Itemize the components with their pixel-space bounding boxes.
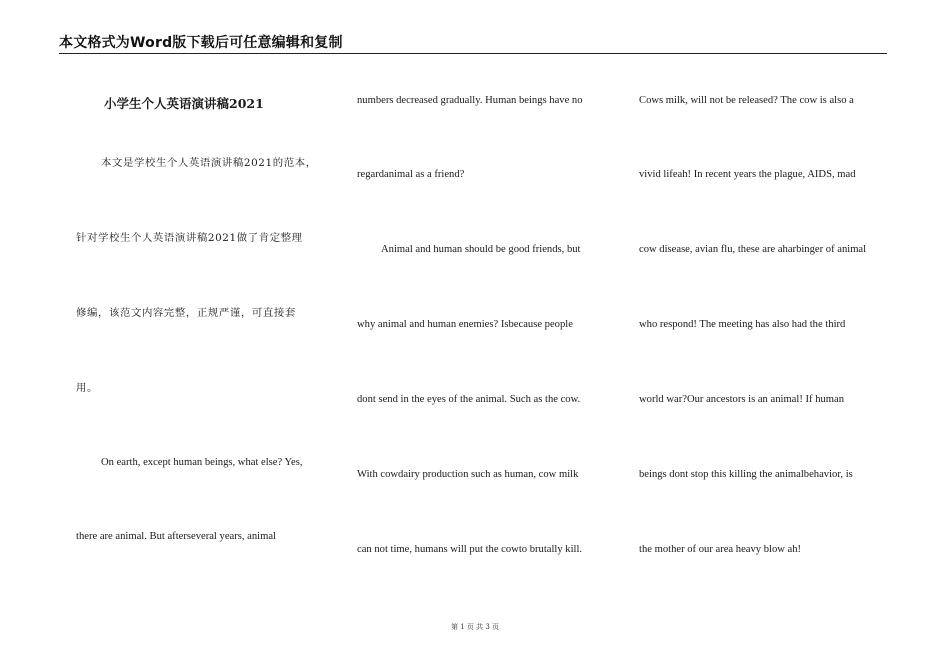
column1-line-3: 修编，该范文内容完整，正规严谨，可直接套 (76, 307, 296, 319)
column2-line-7: can not time, humans will put the cowto brutally kill. (357, 544, 583, 555)
column1-line-2: 针对学校生个人英语演讲稿2021做了肯定整理 (76, 232, 303, 244)
column3-line-1: Cows milk, will not be released? The cow is also a (639, 95, 854, 106)
header-divider (59, 53, 887, 54)
document-header: 本文格式为Word版下载后可任意编辑和复制 (59, 35, 343, 51)
column3-line-2: vivid lifeah! In recent years the plague, AIDS, mad (639, 169, 856, 180)
column1-line-5: On earth, except human beings, what else? Yes, (101, 457, 303, 468)
document-title: 小学生个人英语演讲稿2021 (104, 96, 264, 111)
column3-line-5: world war?Our ancestors is an animal! If human (639, 394, 845, 405)
column2-line-5: dont send in the eyes of the animal. Such as the cow. (357, 394, 581, 405)
column2-line-4: why animal and human enemies? Isbecause people (357, 319, 573, 330)
column1-line-4: 用。 (76, 382, 98, 394)
column1-line-6: there are animal. But afterseveral years, animal (76, 531, 277, 542)
column2-line-1: numbers decreased gradually. Human beings have no (357, 95, 583, 106)
column2-line-6: With cowdairy production such as human, cow milk (357, 469, 579, 480)
column3-line-6: beings dont stop this killing the animalbehavior, is (639, 469, 853, 480)
column2-line-3: Animal and human should be good friends, but (381, 244, 581, 255)
column3-line-4: who respond! The meeting has also had the third (639, 319, 846, 330)
column2-line-2: regardanimal as a friend? (357, 169, 465, 180)
column3-line-7: the mother of our area heavy blow ah! (639, 544, 802, 555)
page-number: 第 1 页 共 3 页 (450, 623, 500, 631)
column1-line-1: 本文是学校生个人英语演讲稿2021的范本， (101, 157, 317, 169)
column3-line-3: cow disease, avian flu, these are aharbinger of animal (639, 244, 867, 255)
